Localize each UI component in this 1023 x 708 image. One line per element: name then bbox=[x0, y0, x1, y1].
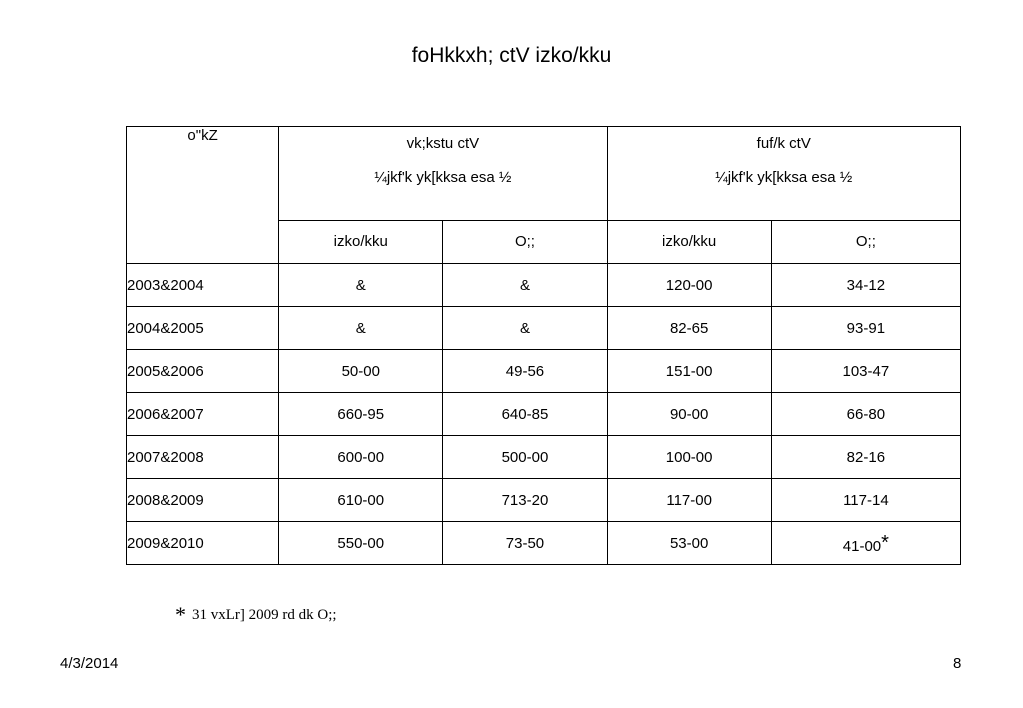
value-cell: 50-00 bbox=[279, 350, 443, 393]
value-cell: & bbox=[279, 307, 443, 350]
year-cell: 2003&2004 bbox=[127, 264, 279, 307]
year-cell: 2006&2007 bbox=[127, 393, 279, 436]
value-cell: 550-00 bbox=[279, 522, 443, 565]
value-cell: 93-91 bbox=[771, 307, 960, 350]
value-cell: 103-47 bbox=[771, 350, 960, 393]
table-row bbox=[127, 350, 961, 393]
value-cell: 117-00 bbox=[607, 479, 771, 522]
value-cell: 49-56 bbox=[443, 350, 607, 393]
plan-expenditure-header: O;; bbox=[443, 220, 607, 263]
value-cell: 500-00 bbox=[443, 436, 607, 479]
value-cell: 73-50 bbox=[443, 522, 607, 565]
value-cell: 120-00 bbox=[607, 264, 771, 307]
value-cell: 713-20 bbox=[443, 479, 607, 522]
slide-title: foHkkxh; ctV izko/kku bbox=[411, 44, 612, 67]
value-cell: 610-00 bbox=[279, 479, 443, 522]
value-cell: 100-00 bbox=[607, 436, 771, 479]
plan-budget-header bbox=[279, 127, 607, 221]
fund-provision-header: izko/kku bbox=[607, 220, 771, 263]
year-cell: 2004&2005 bbox=[127, 307, 279, 350]
value-cell: 82-16 bbox=[771, 436, 960, 479]
value-cell: 34-12 bbox=[771, 264, 960, 307]
year-cell: 2008&2009 bbox=[127, 479, 279, 522]
value-cell: 82-65 bbox=[607, 307, 771, 350]
value-cell: 53-00 bbox=[607, 522, 771, 565]
value-cell-with-marker bbox=[771, 522, 960, 565]
year-cell: 2005&2006 bbox=[127, 350, 279, 393]
table-row bbox=[127, 393, 961, 436]
value-cell: 600-00 bbox=[279, 436, 443, 479]
year-cell: 2007&2008 bbox=[127, 436, 279, 479]
plan-budget-title: vk;kstu ctV bbox=[406, 135, 480, 152]
plan-budget-unit: ¼jkf'k yk[kksa esa ½ bbox=[374, 169, 512, 186]
table-row bbox=[127, 522, 961, 565]
value-cell: & bbox=[443, 264, 607, 307]
table-row bbox=[127, 436, 961, 479]
table-row bbox=[127, 479, 961, 522]
value-cell: & bbox=[443, 307, 607, 350]
value-cell: 117-14 bbox=[771, 479, 960, 522]
value-cell: 90-00 bbox=[607, 393, 771, 436]
value-cell: 66-80 bbox=[771, 393, 960, 436]
footnote-star: * bbox=[175, 602, 186, 627]
footnote bbox=[175, 602, 337, 628]
year-column-header: o"kZ bbox=[127, 127, 279, 264]
table-row bbox=[127, 307, 961, 350]
footnote-text: 31 vxLr] 2009 rd dk O;; bbox=[192, 607, 337, 623]
year-cell: 2009&2010 bbox=[127, 522, 279, 565]
page-number: 8 bbox=[953, 655, 962, 672]
fund-budget-title: fuf/k ctV bbox=[756, 135, 811, 152]
footer-date: 4/3/2014 bbox=[60, 655, 119, 672]
fund-expenditure-header: O;; bbox=[771, 220, 960, 263]
value-cell: & bbox=[279, 264, 443, 307]
fund-budget-unit: ¼jkf'k yk[kksa esa ½ bbox=[715, 169, 853, 186]
value-cell: 151-00 bbox=[607, 350, 771, 393]
table-header-row bbox=[127, 127, 961, 221]
table-row bbox=[127, 264, 961, 307]
value-cell: 640-85 bbox=[443, 393, 607, 436]
value-cell: 660-95 bbox=[279, 393, 443, 436]
plan-provision-header: izko/kku bbox=[279, 220, 443, 263]
budget-table bbox=[126, 126, 961, 565]
value-text: 41-00 bbox=[842, 537, 882, 555]
fund-budget-header bbox=[607, 127, 960, 221]
footnote-marker: * bbox=[881, 531, 889, 554]
